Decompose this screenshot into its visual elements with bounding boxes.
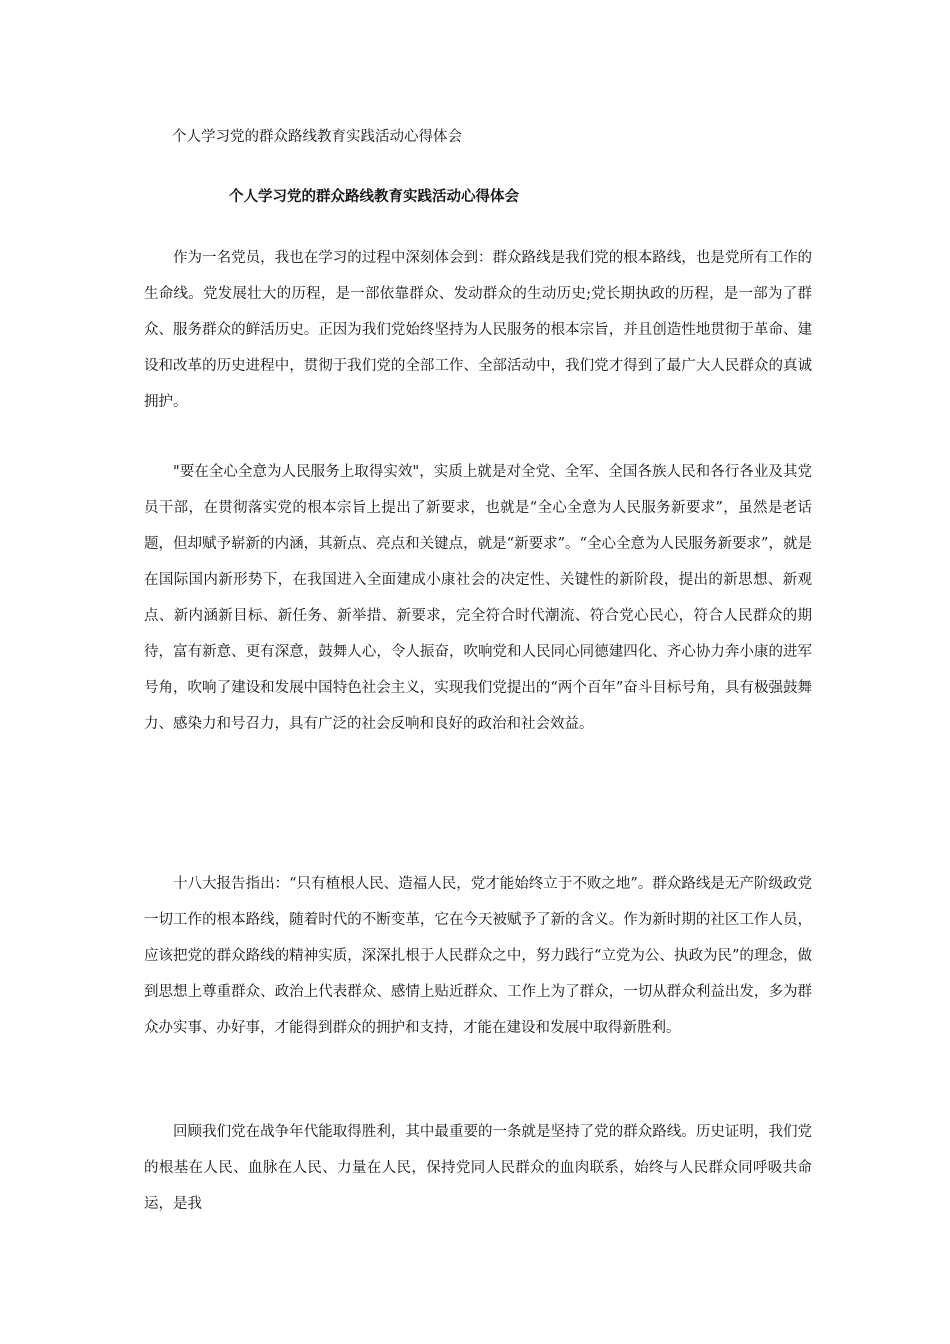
paragraph: "要在全心全意为人民服务上取得实效"，实质上就是对全党、全军、全国各族人民和各行各业及其党员干部，在贯彻落实党的根本宗旨上提出了新要求，也就是“全心全意为人民服务新要求”，虽然是老话题，但却赋予崭新的内涵，其新点、亮点和关键点，就是“新要求”。“全心全意为人民服务新要求”，就是在国际国内新形势下，在我国进入全面建成小康社会的决定性、关键性的新阶段，提出的新思想、新观点、新内涵新目标、新任务、新举措、新要求，完全符合时代潮流、符合党心民心，符合人民群众的期待，富有新意、更有深意，鼓舞人心，令人振奋，吹响党和人民同心同德建四化、齐心协力奔小康的进军号角，吹响了建设和发展中国特色社会主义，实现我们党提出的“两个百年”奋斗目标号角，具有极强鼓舞力、感染力和号召力，具有广泛的社会反响和良好的政治和社会效益。 (144, 464, 812, 732)
paragraph: 十八大报告指出：“只有植根人民、造福人民，党才能始终立于不败之地”。群众路线是无产阶级政党一切工作的根本路线，随着时代的不断变革，它在今天被赋予了新的含义。作为新时期的社区工作人员，应该把党的群众路线的精神实质，深深扎根于人民群众之中，努力践行“立党为公、执政为民”的理念，做到思想上尊重群众、政治上代表群众、感情上贴近群众、工作上为了群众，一切从群众利益出发，多为群众办实事、办好事，才能得到群众的拥护和支持，才能在建设和发展中取得新胜利。 (144, 876, 812, 1036)
paragraph: 回顾我们党在战争年代能取得胜利，其中最重要的一条就是坚持了党的群众路线。历史证明，我们党的根基在人民、血脉在人民、力量在人民，保持党同人民群众的血肉联系，始终与人民群众同呼吸共命运，是我 (144, 1124, 812, 1212)
document-title: 个人学习党的群众路线教育实践活动心得体会 (229, 188, 519, 205)
paragraph: 作为一名党员，我也在学习的过程中深刻体会到：群众路线是我们党的根本路线，也是党所有工作的生命线。党发展壮大的历程，是一部依靠群众、发动群众的生动历史;党长期执政的历程，是一部为了群众、服务群众的鲜活历史。正因为我们党始终坚持为人民服务的根本宗旨，并且创造性地贯彻于革命、建设和改革的历史进程中，贯彻于我们党的全部工作、全部活动中，我们党才得到了最广大人民群众的真诚拥护。 (144, 250, 812, 410)
document-header: 个人学习党的群众路线教育实践活动心得体会 (172, 129, 462, 145)
